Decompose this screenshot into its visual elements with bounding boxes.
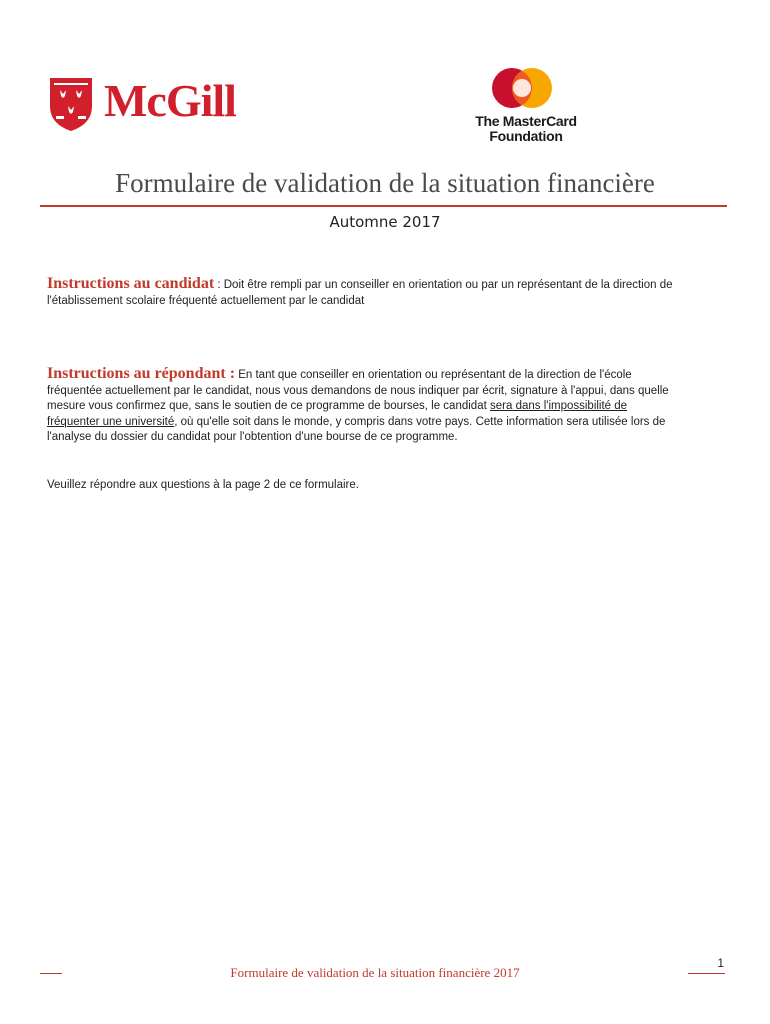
page-2-note: Veuillez répondre aux questions à la page 2 de ce formulaire.	[47, 479, 359, 491]
document-subtitle: Automne 2017	[329, 213, 441, 231]
instructions-repondant-heading: Instructions au répondant :	[47, 365, 236, 382]
instructions-repondant	[47, 366, 677, 446]
instructions-repondant-text-end: , où qu'elle soit dans le monde, y compris dans votre pays. Cette information sera utilisée lors de l'analyse du dossier du candidat pour l'obtention d'une bourse de ce programme.	[47, 415, 666, 443]
footer-title: Formulaire de validation de la situation financière 2017	[230, 965, 520, 980]
title-divider	[40, 205, 727, 207]
instructions-repondant-text: En tant que conseiller en orientation ou représentant de la direction de l'école fréquentée actuellement par le candidat, nous vous demandons de nous indiquer par écrit, signature à l'appui, dans quelle mesure vous confirmez que, sans le soutien de ce programme de bourses, le candidat	[47, 369, 669, 412]
instructions-repondant-underlined: sera dans l'impossibilité de fréquenter une université	[47, 400, 628, 428]
mcgill-wordmark: McGill	[104, 75, 236, 126]
instructions-candidat	[47, 276, 717, 309]
mastercard-foundation-logo	[462, 66, 592, 146]
instructions-candidat-heading: Instructions au candidat	[47, 275, 215, 292]
page-number: 1	[717, 956, 724, 970]
footer-right-divider	[688, 973, 725, 974]
mastercard-logo-line1: The MasterCard	[475, 113, 577, 129]
document-title: Formulaire de validation de la situation financière	[115, 168, 655, 198]
mastercard-circles-icon	[488, 66, 560, 110]
mastercard-logo-line2: Foundation	[489, 128, 563, 144]
footer-left-divider	[40, 973, 62, 974]
instructions-candidat-text: : Doit être rempli par un conseiller en orientation ou par un représentant de la direction de l'établissement scolaire fréquenté actuellement par le candidat	[47, 279, 673, 307]
mcgill-shield-icon	[48, 76, 94, 132]
mcgill-logo	[48, 76, 268, 132]
